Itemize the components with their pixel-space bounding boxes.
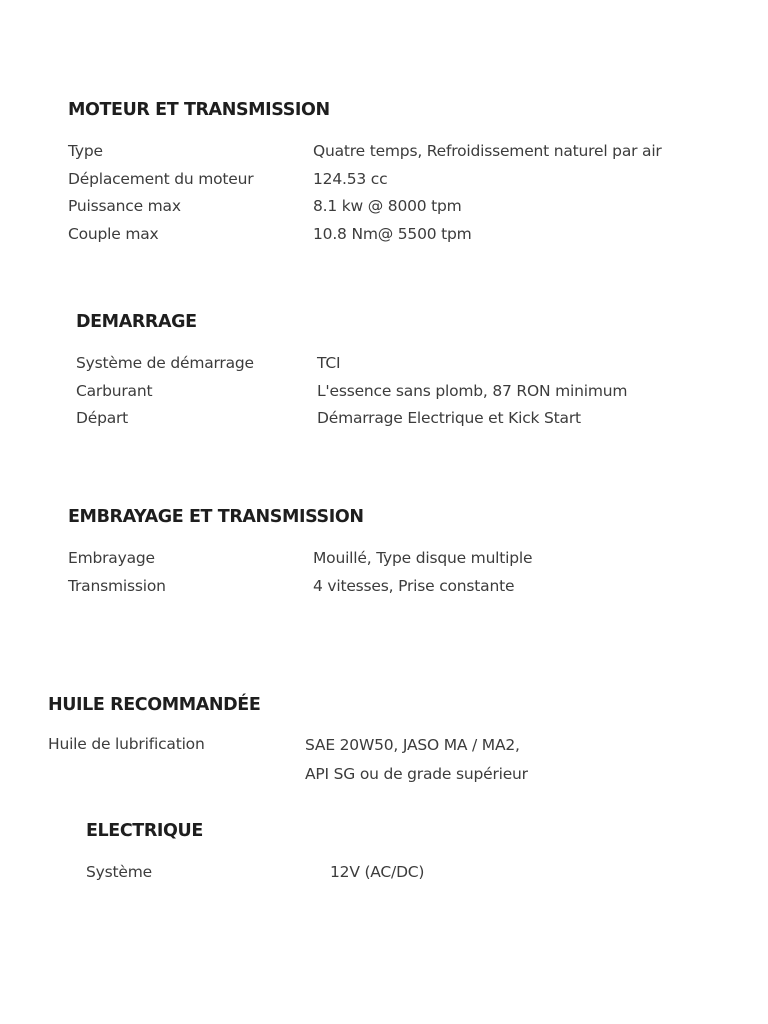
spec-row-type [68,138,662,166]
spec-value: Mouillé, Type disque multiple [313,549,533,567]
spec-value-line: API SG ou de grade supérieur [305,765,528,783]
section-title: MOTEUR ET TRANSMISSION [68,100,330,120]
spec-label: Système [86,863,152,881]
spec-value: TCI [317,354,341,372]
spec-label: Départ [76,409,129,427]
section-title: ELECTRIQUE [86,821,203,841]
spec-row-systeme [86,859,424,887]
section-title: DEMARRAGE [76,312,197,332]
spec-label: Transmission [68,576,166,595]
section-demarrage [76,311,627,433]
spec-label: Système de démarrage [76,354,254,372]
spec-label: Huile de lubrification [48,735,205,753]
spec-row-puissance [68,193,662,221]
spec-row-deplacement [68,166,662,194]
section-huile-recommandee [48,694,528,789]
spec-value: Démarrage Electrique et Kick Start [317,409,581,427]
spec-row-transmission [68,573,532,601]
spec-value-line: SAE 20W50, JASO MA / MA2, [305,736,520,754]
spec-label: Type [68,142,103,160]
spec-row-systeme-demarrage [76,350,627,378]
spec-row-couple [68,221,662,249]
spec-label: Carburant [76,381,153,400]
section-embrayage-transmission [68,506,532,600]
spec-value: 8.1 kw @ 8000 tpm [313,197,462,215]
spec-value: 124.53 cc [313,169,388,188]
section-title: HUILE RECOMMANDÉE [48,695,261,715]
spec-row-embrayage [68,545,532,573]
spec-row-huile-lubrification [48,731,528,789]
spec-value [305,731,528,789]
spec-value: 10.8 Nm@ 5500 tpm [313,224,472,243]
spec-value: 4 vitesses, Prise constante [313,576,515,595]
spec-row-carburant [76,378,627,406]
spec-label: Embrayage [68,549,155,567]
spec-label: Déplacement du moteur [68,169,254,188]
section-electrique [86,820,424,887]
spec-value: L'essence sans plomb, 87 RON minimum [317,381,628,400]
spec-label: Puissance max [68,197,181,215]
spec-row-depart [76,405,627,433]
spec-label: Couple max [68,224,159,243]
section-title: EMBRAYAGE ET TRANSMISSION [68,507,364,527]
section-moteur-transmission [68,99,662,248]
spec-value: Quatre temps, Refroidissement naturel par air [313,142,662,160]
spec-value: 12V (AC/DC) [330,863,425,881]
